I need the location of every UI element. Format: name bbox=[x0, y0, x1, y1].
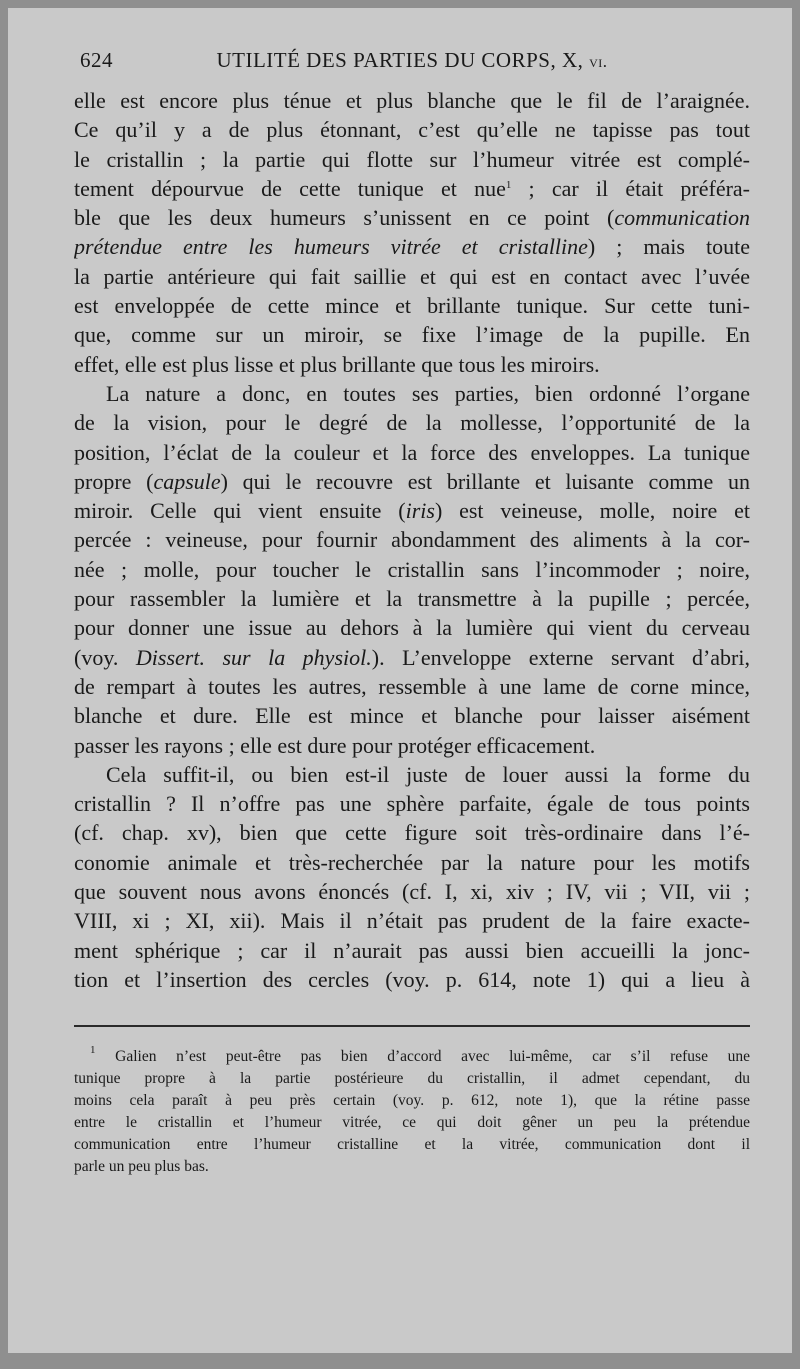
text-run: miroir. Celle qui vient ensuite ( bbox=[74, 498, 406, 524]
text-line bbox=[74, 877, 750, 906]
text-run: que souvent nous avons énoncés (cf. I, xi, xiv ; IV, vii ; VII, vii ; bbox=[74, 879, 750, 905]
text-run: position, l’éclat de la couleur et la force des enveloppes. La tunique bbox=[74, 439, 750, 465]
running-head bbox=[74, 48, 750, 73]
italic-text: iris bbox=[405, 498, 435, 524]
text-line bbox=[74, 174, 750, 203]
text-line bbox=[74, 584, 750, 613]
text-line bbox=[74, 291, 750, 320]
page-number: 624 bbox=[80, 48, 113, 72]
text-run: ) ; mais toute bbox=[587, 234, 750, 260]
text-run: cristallin ? Il n’offre pas une sphère parfaite, égale de tous points bbox=[74, 791, 750, 817]
text-run: Cela suffit-il, ou bien est-il juste de louer aussi la forme du bbox=[106, 761, 750, 787]
text-run: tion et l’insertion des cercles (voy. p. 614, note 1) qui a lieu à bbox=[74, 966, 750, 992]
footnote-line bbox=[74, 1068, 750, 1090]
text-run: pour rassembler la lumière et la transmettre à la pupille ; percée, bbox=[74, 586, 750, 612]
text-line bbox=[74, 613, 750, 642]
text-run: tunique propre à la partie postérieure du cristallin, il admet cependant, du bbox=[74, 1070, 750, 1087]
text-line bbox=[74, 232, 750, 261]
text-run: Ce qu’il y a de plus étonnant, c’est qu’elle ne tapisse pas tout bbox=[74, 117, 750, 143]
text-line bbox=[74, 145, 750, 174]
text-run: passer les rayons ; elle est dure pour protéger efficacement. bbox=[74, 732, 596, 758]
text-line bbox=[74, 379, 750, 408]
running-head-title: UTILITÉ DES PARTIES DU CORPS, X, bbox=[216, 48, 584, 72]
text-line bbox=[74, 965, 750, 994]
text-run: est enveloppée de cette mince et brillante tunique. Sur cette tuni- bbox=[74, 293, 750, 319]
text-run: ble que les deux humeurs s’unissent en ce point ( bbox=[74, 205, 615, 231]
body-text bbox=[74, 86, 750, 994]
text-run: de la vision, pour le degré de la mollesse, l’opportunité de la bbox=[74, 410, 750, 436]
footnote-line bbox=[74, 1156, 750, 1178]
text-run: conomie animale et très-recherchée par la nature pour les motifs bbox=[74, 849, 750, 875]
text-line bbox=[74, 848, 750, 877]
text-line bbox=[74, 115, 750, 144]
text-run: la partie antérieure qui fait saillie et qui est en contact avec l’uvée bbox=[74, 263, 750, 289]
text-run: blanche et dure. Elle est mince et blanche pour laisser aisément bbox=[74, 703, 750, 729]
text-line bbox=[74, 731, 750, 760]
text-run: effet, elle est plus lisse et plus brillante que tous les miroirs. bbox=[74, 351, 600, 377]
text-line bbox=[74, 320, 750, 349]
footnote-marker: 1 bbox=[90, 1046, 96, 1056]
text-run: moins cela paraît à peu près certain (voy. p. 612, note 1), que la rétine passe bbox=[74, 1092, 750, 1109]
footnote-line bbox=[74, 1112, 750, 1134]
footnote-rule bbox=[74, 1025, 750, 1027]
book-page bbox=[8, 8, 792, 1353]
text-run: propre ( bbox=[74, 468, 154, 494]
text-run: ) est veineuse, molle, noire et bbox=[434, 498, 750, 524]
text-line bbox=[74, 86, 750, 115]
italic-text: prétendue entre les humeurs vitrée et cristalline bbox=[74, 234, 588, 260]
footnote-line bbox=[74, 1090, 750, 1112]
text-line bbox=[74, 496, 750, 525]
text-run: le cristallin ; la partie qui flotte sur l’humeur vitrée est complé- bbox=[74, 146, 750, 172]
text-line bbox=[74, 701, 750, 730]
text-run: elle est encore plus ténue et plus blanche que le fil de l’araignée. bbox=[74, 88, 750, 113]
footnote bbox=[74, 1046, 750, 1178]
text-run: que, comme sur un miroir, se fixe l’image de la pupille. En bbox=[74, 322, 750, 348]
chapter-number: vi. bbox=[589, 52, 608, 71]
text-run: ; car il était préféra- bbox=[511, 175, 750, 201]
text-run: tement dépourvue de cette tunique et nue bbox=[74, 175, 506, 201]
text-run: ment sphérique ; car il n’aurait pas aussi bien accueilli la jonc- bbox=[74, 937, 750, 963]
text-line bbox=[74, 408, 750, 437]
text-line bbox=[74, 467, 750, 496]
text-run: La nature a donc, en toutes ses parties, bien ordonné l’organe bbox=[106, 380, 750, 406]
text-line bbox=[74, 438, 750, 467]
text-run: née ; molle, pour toucher le cristallin sans l’incommoder ; noire, bbox=[74, 556, 750, 582]
text-run: ) qui le recouvre est brillante et luisante comme un bbox=[220, 468, 750, 494]
text-line bbox=[74, 350, 750, 379]
text-run: VIII, xi ; XI, xii). Mais il n’était pas prudent de la faire exacte- bbox=[74, 908, 750, 934]
text-run: percée : veineuse, pour fournir abondamment des aliments à la cor- bbox=[74, 527, 750, 553]
footnote-line bbox=[74, 1134, 750, 1156]
text-run: communication entre l’humeur cristalline et la vitrée, communication dont il bbox=[74, 1136, 750, 1153]
text-run: (voy. bbox=[74, 644, 136, 670]
italic-text: communication bbox=[614, 205, 750, 231]
text-run: Galien n’est peut-être pas bien d’accord avec lui-même, car s’il refuse une bbox=[95, 1048, 750, 1065]
footnote-marker: 1 bbox=[505, 178, 512, 191]
text-line bbox=[74, 643, 750, 672]
text-run: pour donner une issue au dehors à la lumière qui vient du cerveau bbox=[74, 615, 750, 641]
text-line bbox=[74, 203, 750, 232]
text-line bbox=[74, 789, 750, 818]
text-line bbox=[74, 672, 750, 701]
text-line bbox=[74, 262, 750, 291]
text-line bbox=[74, 555, 750, 584]
text-line bbox=[74, 906, 750, 935]
footnote-line bbox=[74, 1046, 750, 1068]
italic-text: capsule bbox=[153, 468, 221, 494]
text-line bbox=[74, 818, 750, 847]
italic-text: Dissert. sur la physiol. bbox=[135, 644, 372, 670]
text-run: de rempart à toutes les autres, ressemble à une lame de corne mince, bbox=[74, 673, 750, 699]
text-line bbox=[74, 760, 750, 789]
text-run: parle un peu plus bas. bbox=[74, 1158, 209, 1175]
text-run: (cf. chap. xv), bien que cette figure soit très-ordinaire dans l’é- bbox=[74, 820, 750, 846]
text-line bbox=[74, 936, 750, 965]
text-run: ). L’enveloppe externe servant d’abri, bbox=[371, 644, 750, 670]
text-line bbox=[74, 525, 750, 554]
page-header bbox=[74, 48, 750, 82]
text-run: entre le cristallin et l’humeur vitrée, ce qui doit gêner un peu la prétendue bbox=[74, 1114, 750, 1131]
